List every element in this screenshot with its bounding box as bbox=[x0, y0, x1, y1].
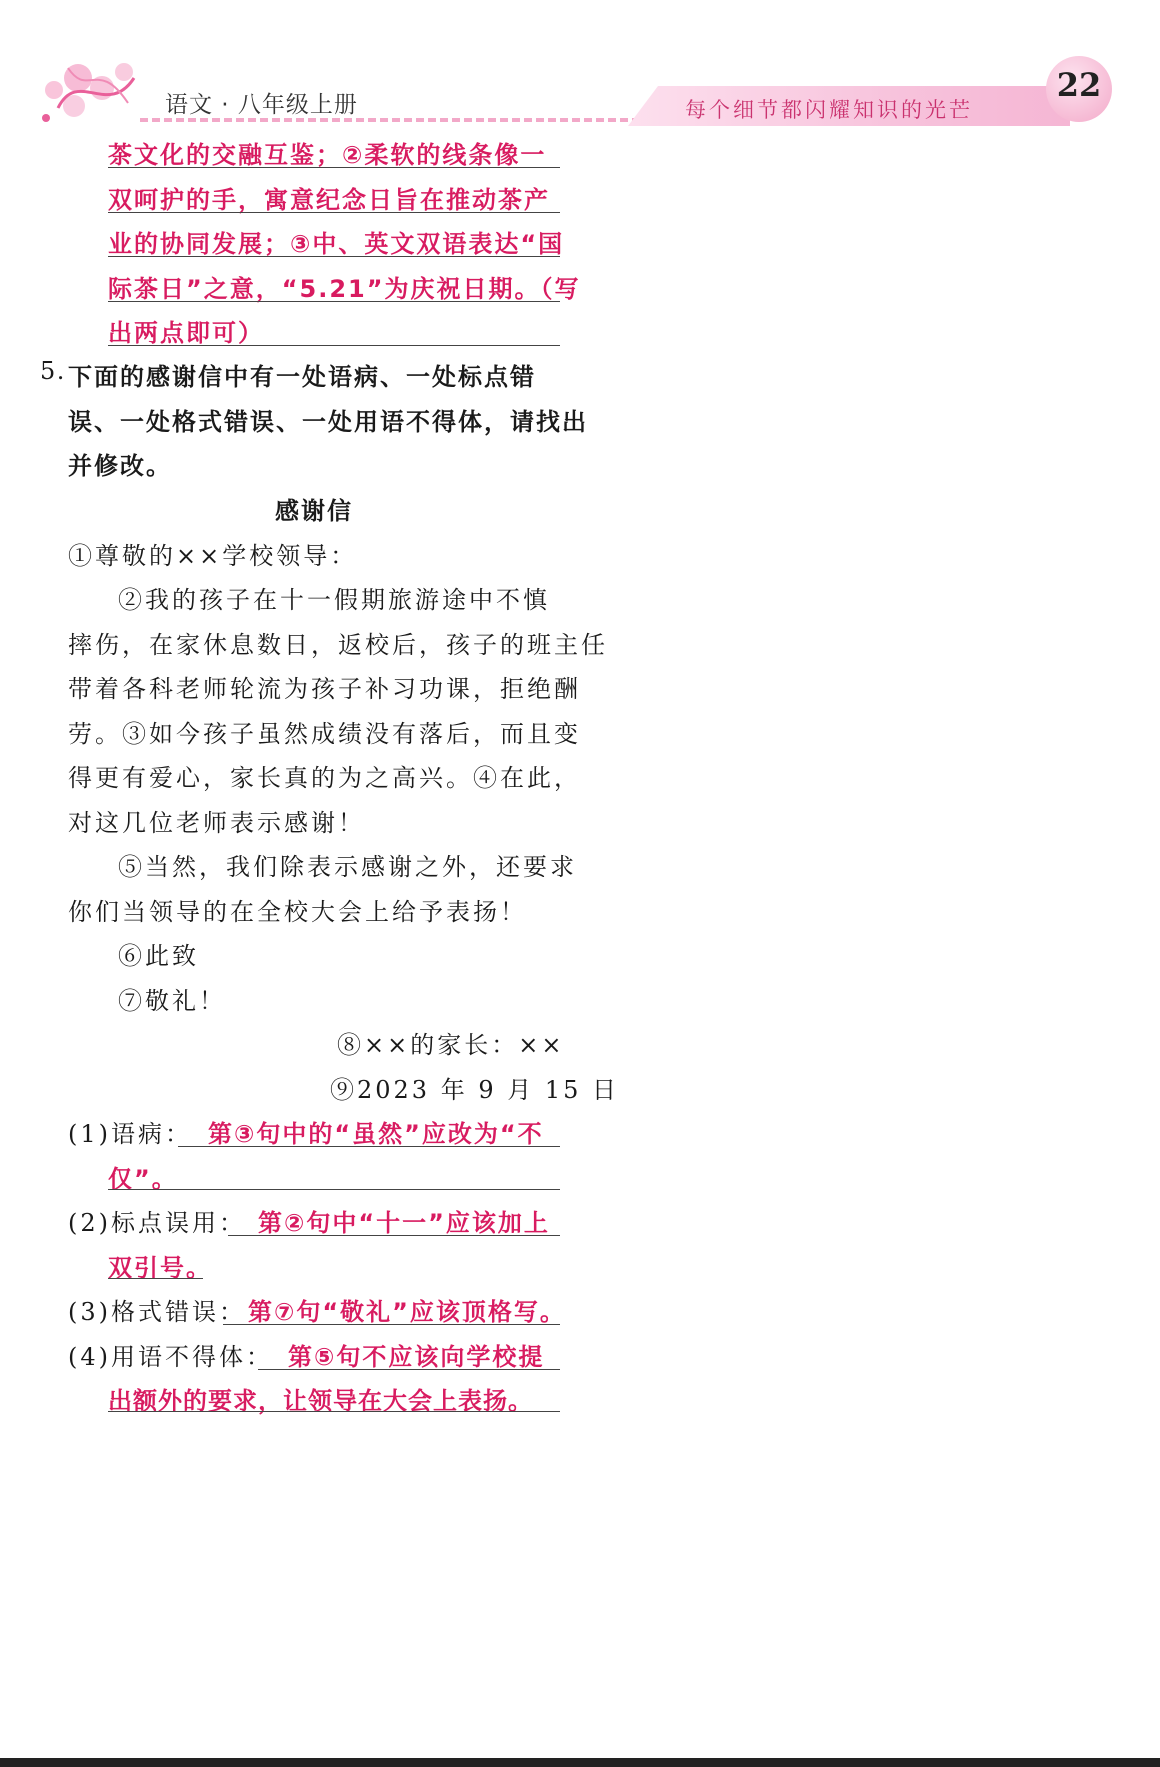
page-header bbox=[0, 0, 1160, 135]
answer-label: (1)语病： bbox=[68, 1120, 192, 1148]
answer-label: (3)格式错误： bbox=[68, 1298, 246, 1326]
answer-text: 双引号。 bbox=[108, 1254, 212, 1282]
answer-underline bbox=[108, 1278, 203, 1279]
answer-cont-line: 出两点即可） bbox=[108, 319, 264, 347]
answer-underline bbox=[223, 1324, 560, 1325]
question-number: 5. bbox=[40, 357, 66, 385]
slogan-text: 每个细节都闪耀知识的光芒 bbox=[685, 98, 973, 122]
letter-body-line: 对这几位老师表示感谢！ bbox=[68, 809, 365, 837]
question-text-line: 误、一处格式错误、一处用语不得体，请找出 bbox=[68, 408, 588, 436]
answer-cont-line: 茶文化的交融互鉴；②柔软的线条像一 bbox=[108, 141, 547, 169]
answer-label: (2)标点误用： bbox=[68, 1209, 246, 1237]
answer-text: 出额外的要求，让领导在大会上表扬。 bbox=[108, 1387, 533, 1415]
letter-greeting: ①尊敬的××学校领导： bbox=[68, 542, 358, 570]
answer-text: 第⑤句不应该向学校提 bbox=[288, 1343, 545, 1371]
subject-label: 语文 · 八年级上册 bbox=[165, 92, 358, 118]
answer-label: (4)用语不得体： bbox=[68, 1343, 273, 1371]
answer-underline bbox=[108, 1411, 560, 1412]
answer-underline bbox=[178, 1146, 560, 1147]
letter-date: ⑨2023 年 9 月 15 日 bbox=[330, 1076, 620, 1104]
letter-body-line: 摔伤，在家休息数日，返校后，孩子的班主任 bbox=[68, 631, 608, 659]
question-text-line: 下面的感谢信中有一处语病、一处标点错 bbox=[68, 363, 536, 391]
letter-title: 感谢信 bbox=[275, 497, 353, 525]
answer-text: 第⑦句“敬礼”应该顶格写。 bbox=[248, 1298, 566, 1326]
letter-closing: ⑦敬礼！ bbox=[118, 987, 226, 1015]
answer-underline bbox=[258, 1369, 560, 1370]
page-number: 22 bbox=[1056, 66, 1102, 104]
letter-body-line: 得更有爱心，家长真的为之高兴。④在此， bbox=[68, 764, 581, 792]
letter-body-line: ⑤当然，我们除表示感谢之外，还要求 bbox=[118, 853, 577, 881]
letter-body-line: 劳。③如今孩子虽然成绩没有落后，而且变 bbox=[68, 720, 581, 748]
letter-body-line: 你们当领导的在全校大会上给予表扬！ bbox=[68, 898, 527, 926]
question-text-line: 并修改。 bbox=[68, 452, 172, 480]
answer-text: 第②句中“十一”应该加上 bbox=[258, 1209, 550, 1237]
bottom-edge-bar bbox=[0, 1758, 1160, 1767]
letter-body-line: 带着各科老师轮流为孩子补习功课，拒绝酬 bbox=[68, 675, 581, 703]
answer-cont-line: 业的协同发展；③中、英文双语表达“国 bbox=[108, 230, 565, 258]
floral-flourish-icon bbox=[38, 48, 148, 128]
letter-closing: ⑥此致 bbox=[118, 942, 199, 970]
answer-cont-line: 际茶日”之意，“5.21”为庆祝日期。（写 bbox=[108, 275, 581, 303]
header-dashed-divider bbox=[140, 118, 640, 122]
answer-cont-line: 双呵护的手，寓意纪念日旨在推动茶产 bbox=[108, 186, 550, 214]
answer-underline bbox=[108, 301, 560, 302]
answer-underline bbox=[108, 1189, 560, 1190]
letter-signature: ⑧××的家长：×× bbox=[337, 1031, 565, 1059]
letter-body-line: ②我的孩子在十一假期旅游途中不慎 bbox=[118, 586, 550, 614]
answer-underline bbox=[108, 167, 560, 168]
answer-text: 仅”。 bbox=[108, 1165, 178, 1193]
answer-text: 第③句中的“虽然”应改为“不 bbox=[208, 1120, 544, 1148]
answer-underline bbox=[108, 212, 560, 213]
answer-underline bbox=[108, 256, 560, 257]
answer-underline bbox=[228, 1235, 560, 1236]
answer-underline bbox=[108, 345, 560, 346]
